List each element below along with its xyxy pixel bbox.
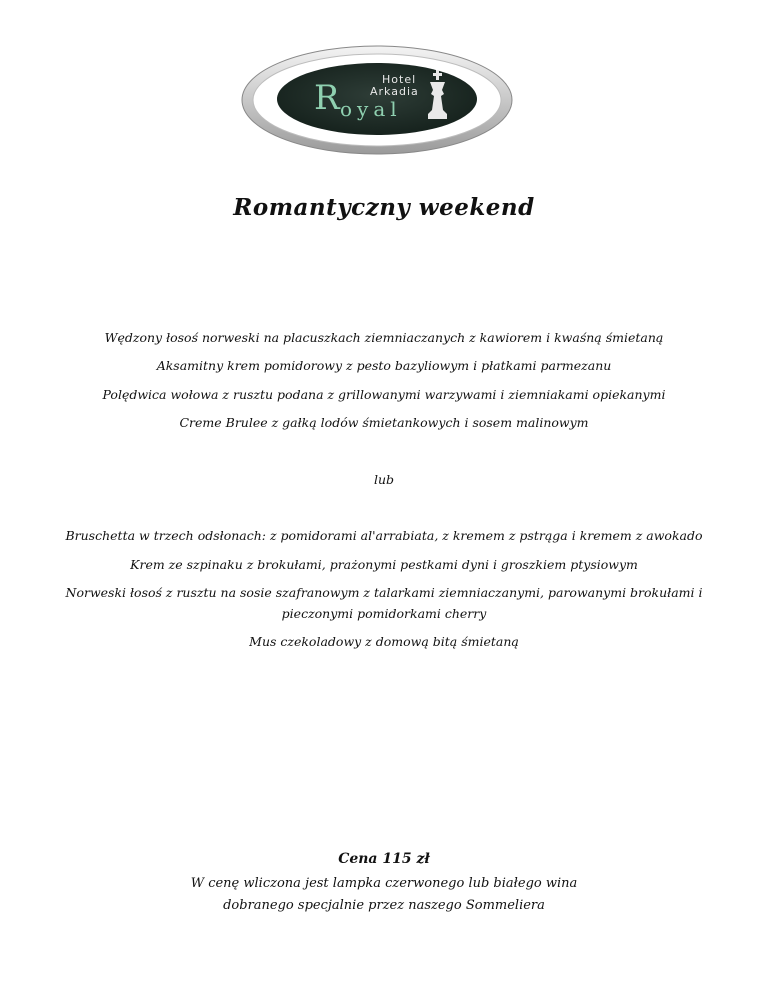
menu-separator: lub — [373, 472, 395, 487]
logo-hotel-text: Hotel — [382, 73, 417, 86]
hotel-logo — [240, 44, 515, 156]
menu-item: Krem ze szpinaku z brokułami, prażonymi pestkami dyni i groszkiem ptysiowym — [130, 557, 638, 572]
menu-item: Norweski łosoś z rusztu na sosie szafranowym z talarkami ziemniaczanymi, parowanymi brokułami i — [65, 585, 703, 600]
menu-item: Creme Brulee z gałką lodów śmietankowych i sosem malinowym — [179, 415, 589, 430]
price-note: dobranego specjalnie przez naszego Sommeliera — [223, 898, 545, 913]
menu-item: Wędzony łosoś norweski na placuszkach ziemniaczanych z kawiorem i kwaśną śmietaną — [104, 330, 664, 345]
menu-item: Mus czekoladowy z domową bitą śmietaną — [249, 634, 519, 649]
price-note: W cenę wliczona jest lampka czerwonego lub białego wina — [190, 876, 578, 891]
logo-royal-initial: R — [314, 78, 340, 118]
page-title: Romantyczny weekend — [233, 194, 535, 221]
menu-item-continued: pieczonymi pomidorkami cherry — [281, 606, 487, 621]
menu-item: Aksamitny krem pomidorowy z pesto bazyliowym i płatkami parmezanu — [156, 358, 612, 373]
logo-royal-text: oyal — [340, 97, 402, 121]
logo-arkadia-text: Arkadia — [370, 85, 419, 98]
menu-item: Polędwica wołowa z rusztu podana z grillowanymi warzywami i ziemniakami opiekanymi — [102, 387, 666, 402]
price: Cena 115 zł — [338, 851, 430, 867]
menu-item: Bruschetta w trzech odsłonach: z pomidorami al'arrabiata, z kremem z pstrąga i kremem z awokado — [65, 528, 703, 543]
